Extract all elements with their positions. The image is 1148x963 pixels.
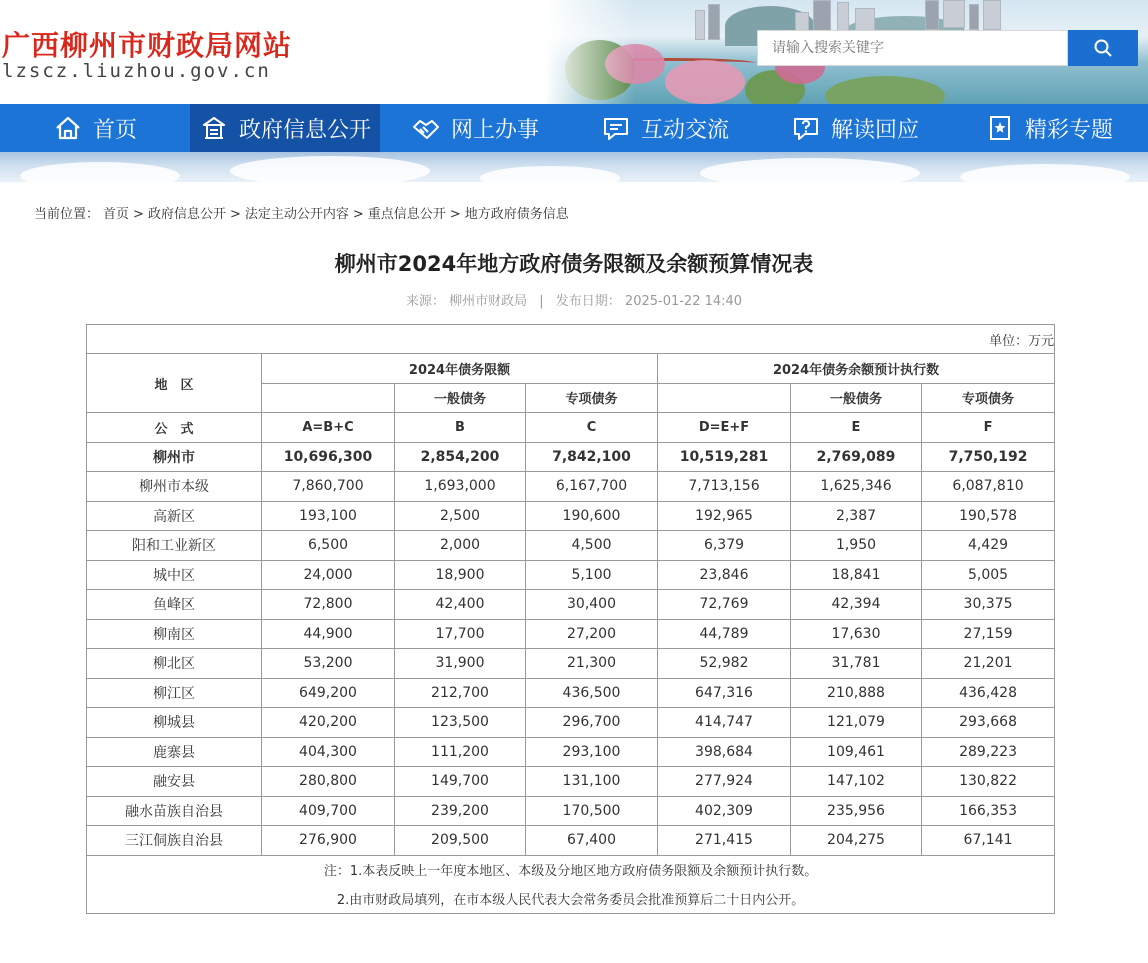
table-note-row [87, 855, 1055, 884]
value-cell: 192,965 [658, 501, 791, 531]
region-cell: 融水苗族自治县 [87, 796, 262, 826]
subheader-special-debt: 专项债务 [922, 383, 1055, 413]
value-cell: 647,316 [658, 678, 791, 708]
breadcrumb-separator: > [229, 207, 241, 222]
breadcrumb-link-debt-info[interactable]: 地方政府债务信息 [464, 207, 569, 222]
value-cell: 2,500 [395, 501, 526, 531]
value-cell: 280,800 [262, 767, 395, 797]
value-cell: 2,000 [395, 531, 526, 561]
value-cell: 30,400 [526, 590, 658, 620]
subheader-general-debt: 一般债务 [395, 383, 526, 413]
value-cell: 296,700 [526, 708, 658, 738]
site-header [0, 0, 1148, 104]
region-cell: 柳北区 [87, 649, 262, 679]
subheader-empty [658, 383, 791, 413]
region-cell: 鱼峰区 [87, 590, 262, 620]
value-cell: 289,223 [922, 737, 1055, 767]
value-cell: 18,841 [791, 560, 922, 590]
value-cell: 130,822 [922, 767, 1055, 797]
table-note-row [87, 884, 1055, 913]
region-cell: 柳州市本级 [87, 472, 262, 502]
main-nav [0, 104, 1148, 152]
value-cell: 293,668 [922, 708, 1055, 738]
value-cell: 6,379 [658, 531, 791, 561]
value-cell: 209,500 [395, 826, 526, 856]
meta-separator: | [539, 294, 544, 309]
table-row [87, 708, 1055, 738]
table-row [87, 590, 1055, 620]
formula-cell: D=E+F [658, 413, 791, 443]
value-cell: 436,428 [922, 678, 1055, 708]
value-cell: 170,500 [526, 796, 658, 826]
value-cell: 1,693,000 [395, 472, 526, 502]
value-cell: 131,100 [526, 767, 658, 797]
value-cell: 27,200 [526, 619, 658, 649]
value-cell: 276,900 [262, 826, 395, 856]
site-url: lzscz.liuzhou.gov.cn [2, 60, 271, 82]
nav-item-label: 首页 [92, 117, 137, 143]
value-cell: 436,500 [526, 678, 658, 708]
nav-item-label: 互动交流 [640, 117, 729, 143]
region-cell: 柳州市 [87, 442, 262, 472]
group-header-limit: 2024年债务限额 [262, 354, 658, 384]
cloud-banner [0, 152, 1148, 182]
value-cell: 44,900 [262, 619, 395, 649]
nav-item-label: 精彩专题 [1024, 117, 1113, 143]
table-row [87, 649, 1055, 679]
value-cell: 409,700 [262, 796, 395, 826]
source-value: 柳州市财政局 [449, 294, 528, 309]
value-cell: 72,769 [658, 590, 791, 620]
region-cell: 柳江区 [87, 678, 262, 708]
table-row [87, 531, 1055, 561]
value-cell: 7,842,100 [526, 442, 658, 472]
value-cell: 111,200 [395, 737, 526, 767]
value-cell: 293,100 [526, 737, 658, 767]
value-cell: 4,429 [922, 531, 1055, 561]
value-cell: 31,781 [791, 649, 922, 679]
value-cell: 166,353 [922, 796, 1055, 826]
search-button[interactable] [1068, 30, 1138, 66]
region-header: 地 区 [87, 354, 262, 413]
table-row [87, 560, 1055, 590]
value-cell: 42,400 [395, 590, 526, 620]
formula-cell: A=B+C [262, 413, 395, 443]
breadcrumb-separator: > [133, 207, 144, 222]
region-cell: 阳和工业新区 [87, 531, 262, 561]
value-cell: 44,789 [658, 619, 791, 649]
table-note: 注：1.本表反映上一年度本地区、本级及分地区地方政府债务限额及余额预计执行数。 [87, 855, 1055, 884]
table-row [87, 619, 1055, 649]
value-cell: 67,400 [526, 826, 658, 856]
table-row [87, 678, 1055, 708]
value-cell: 109,461 [791, 737, 922, 767]
region-cell: 柳南区 [87, 619, 262, 649]
value-cell: 2,854,200 [395, 442, 526, 472]
region-cell: 城中区 [87, 560, 262, 590]
formula-label: 公 式 [87, 413, 262, 443]
value-cell: 193,100 [262, 501, 395, 531]
value-cell: 147,102 [791, 767, 922, 797]
table-row [87, 767, 1055, 797]
value-cell: 149,700 [395, 767, 526, 797]
table-row [87, 796, 1055, 826]
article-title: 柳州市2024年地方政府债务限额及余额预算情况表 [334, 252, 814, 276]
formula-cell: F [922, 413, 1055, 443]
search-input[interactable] [757, 30, 1068, 66]
breadcrumb-link-gov-info[interactable]: 政府信息公开 [147, 207, 226, 222]
breadcrumb-prefix: 当前位置： [34, 207, 100, 222]
subheader-special-debt: 专项债务 [526, 383, 658, 413]
debt-table [86, 324, 1055, 914]
value-cell: 53,200 [262, 649, 395, 679]
table-row [87, 826, 1055, 856]
value-cell: 6,500 [262, 531, 395, 561]
value-cell: 1,950 [791, 531, 922, 561]
nav-item-online-service[interactable] [380, 104, 570, 152]
value-cell: 212,700 [395, 678, 526, 708]
value-cell: 23,846 [658, 560, 791, 590]
value-cell: 30,375 [922, 590, 1055, 620]
document-building-icon [199, 113, 229, 143]
value-cell: 5,005 [922, 560, 1055, 590]
region-cell: 融安县 [87, 767, 262, 797]
value-cell: 7,750,192 [922, 442, 1055, 472]
value-cell: 4,500 [526, 531, 658, 561]
breadcrumb-separator: > [449, 207, 461, 222]
formula-cell: E [791, 413, 922, 443]
value-cell: 31,900 [395, 649, 526, 679]
article-meta [0, 290, 1148, 309]
formula-cell: C [526, 413, 658, 443]
value-cell: 5,100 [526, 560, 658, 590]
value-cell: 52,982 [658, 649, 791, 679]
subheader-general-debt: 一般债务 [791, 383, 922, 413]
home-icon [53, 113, 83, 143]
value-cell: 420,200 [262, 708, 395, 738]
debt-table-container [86, 324, 1054, 914]
breadcrumb-link-key-info[interactable]: 重点信息公开 [367, 207, 446, 222]
value-cell: 210,888 [791, 678, 922, 708]
handshake-icon [411, 113, 441, 143]
region-cell: 柳城县 [87, 708, 262, 738]
date-value: 2025-01-22 14:40 [624, 294, 743, 309]
value-cell: 271,415 [658, 826, 791, 856]
table-row [87, 442, 1055, 472]
group-header-balance: 2024年债务余额预计执行数 [658, 354, 1055, 384]
region-cell: 三江侗族自治县 [87, 826, 262, 856]
value-cell: 17,630 [791, 619, 922, 649]
breadcrumb-link-home[interactable]: 首页 [103, 207, 130, 222]
region-cell: 高新区 [87, 501, 262, 531]
value-cell: 72,800 [262, 590, 395, 620]
value-cell: 649,200 [262, 678, 395, 708]
value-cell: 190,578 [922, 501, 1055, 531]
value-cell: 21,300 [526, 649, 658, 679]
value-cell: 2,387 [791, 501, 922, 531]
value-cell: 404,300 [262, 737, 395, 767]
table-row [87, 737, 1055, 767]
table-row [87, 472, 1055, 502]
value-cell: 10,519,281 [658, 442, 791, 472]
value-cell: 27,159 [922, 619, 1055, 649]
table-note: 2.由市财政局填列，在市本级人民代表大会常务委员会批准预算后二十日内公开。 [87, 884, 1055, 913]
question-chat-icon [791, 113, 821, 143]
value-cell: 7,713,156 [658, 472, 791, 502]
value-cell: 1,625,346 [791, 472, 922, 502]
value-cell: 67,141 [922, 826, 1055, 856]
region-cell: 鹿寨县 [87, 737, 262, 767]
nav-item-label: 网上办事 [450, 117, 539, 143]
value-cell: 121,079 [791, 708, 922, 738]
value-cell: 204,275 [791, 826, 922, 856]
nav-item-featured[interactable] [950, 104, 1148, 152]
site-title[interactable]: 广西柳州市财政局网站 [2, 29, 293, 62]
nav-item-label: 政府信息公开 [238, 117, 371, 143]
source-label: 来源： [405, 294, 445, 309]
formula-cell: B [395, 413, 526, 443]
value-cell: 123,500 [395, 708, 526, 738]
value-cell: 6,087,810 [922, 472, 1055, 502]
value-cell: 42,394 [791, 590, 922, 620]
value-cell: 18,900 [395, 560, 526, 590]
value-cell: 414,747 [658, 708, 791, 738]
chat-icon [601, 113, 631, 143]
value-cell: 402,309 [658, 796, 791, 826]
value-cell: 2,769,089 [791, 442, 922, 472]
value-cell: 7,860,700 [262, 472, 395, 502]
breadcrumb [34, 203, 573, 222]
unit-label: 单位：万元 [87, 325, 1055, 354]
value-cell: 17,700 [395, 619, 526, 649]
subheader-empty [262, 383, 395, 413]
value-cell: 235,956 [791, 796, 922, 826]
value-cell: 277,924 [658, 767, 791, 797]
date-label: 发布日期： [555, 294, 621, 309]
value-cell: 10,696,300 [262, 442, 395, 472]
value-cell: 190,600 [526, 501, 658, 531]
nav-item-home[interactable] [0, 104, 190, 152]
nav-item-label: 解读回应 [830, 117, 919, 143]
nav-item-gov-info[interactable] [190, 104, 380, 152]
value-cell: 24,000 [262, 560, 395, 590]
table-row [87, 501, 1055, 531]
star-bookmark-icon [985, 113, 1015, 143]
breadcrumb-link-statutory[interactable]: 法定主动公开内容 [244, 207, 349, 222]
search-icon [1093, 38, 1113, 58]
value-cell: 6,167,700 [526, 472, 658, 502]
value-cell: 21,201 [922, 649, 1055, 679]
nav-item-interaction[interactable] [570, 104, 760, 152]
value-cell: 398,684 [658, 737, 791, 767]
value-cell: 239,200 [395, 796, 526, 826]
breadcrumb-separator: > [352, 207, 364, 222]
nav-item-interpretation[interactable] [760, 104, 950, 152]
